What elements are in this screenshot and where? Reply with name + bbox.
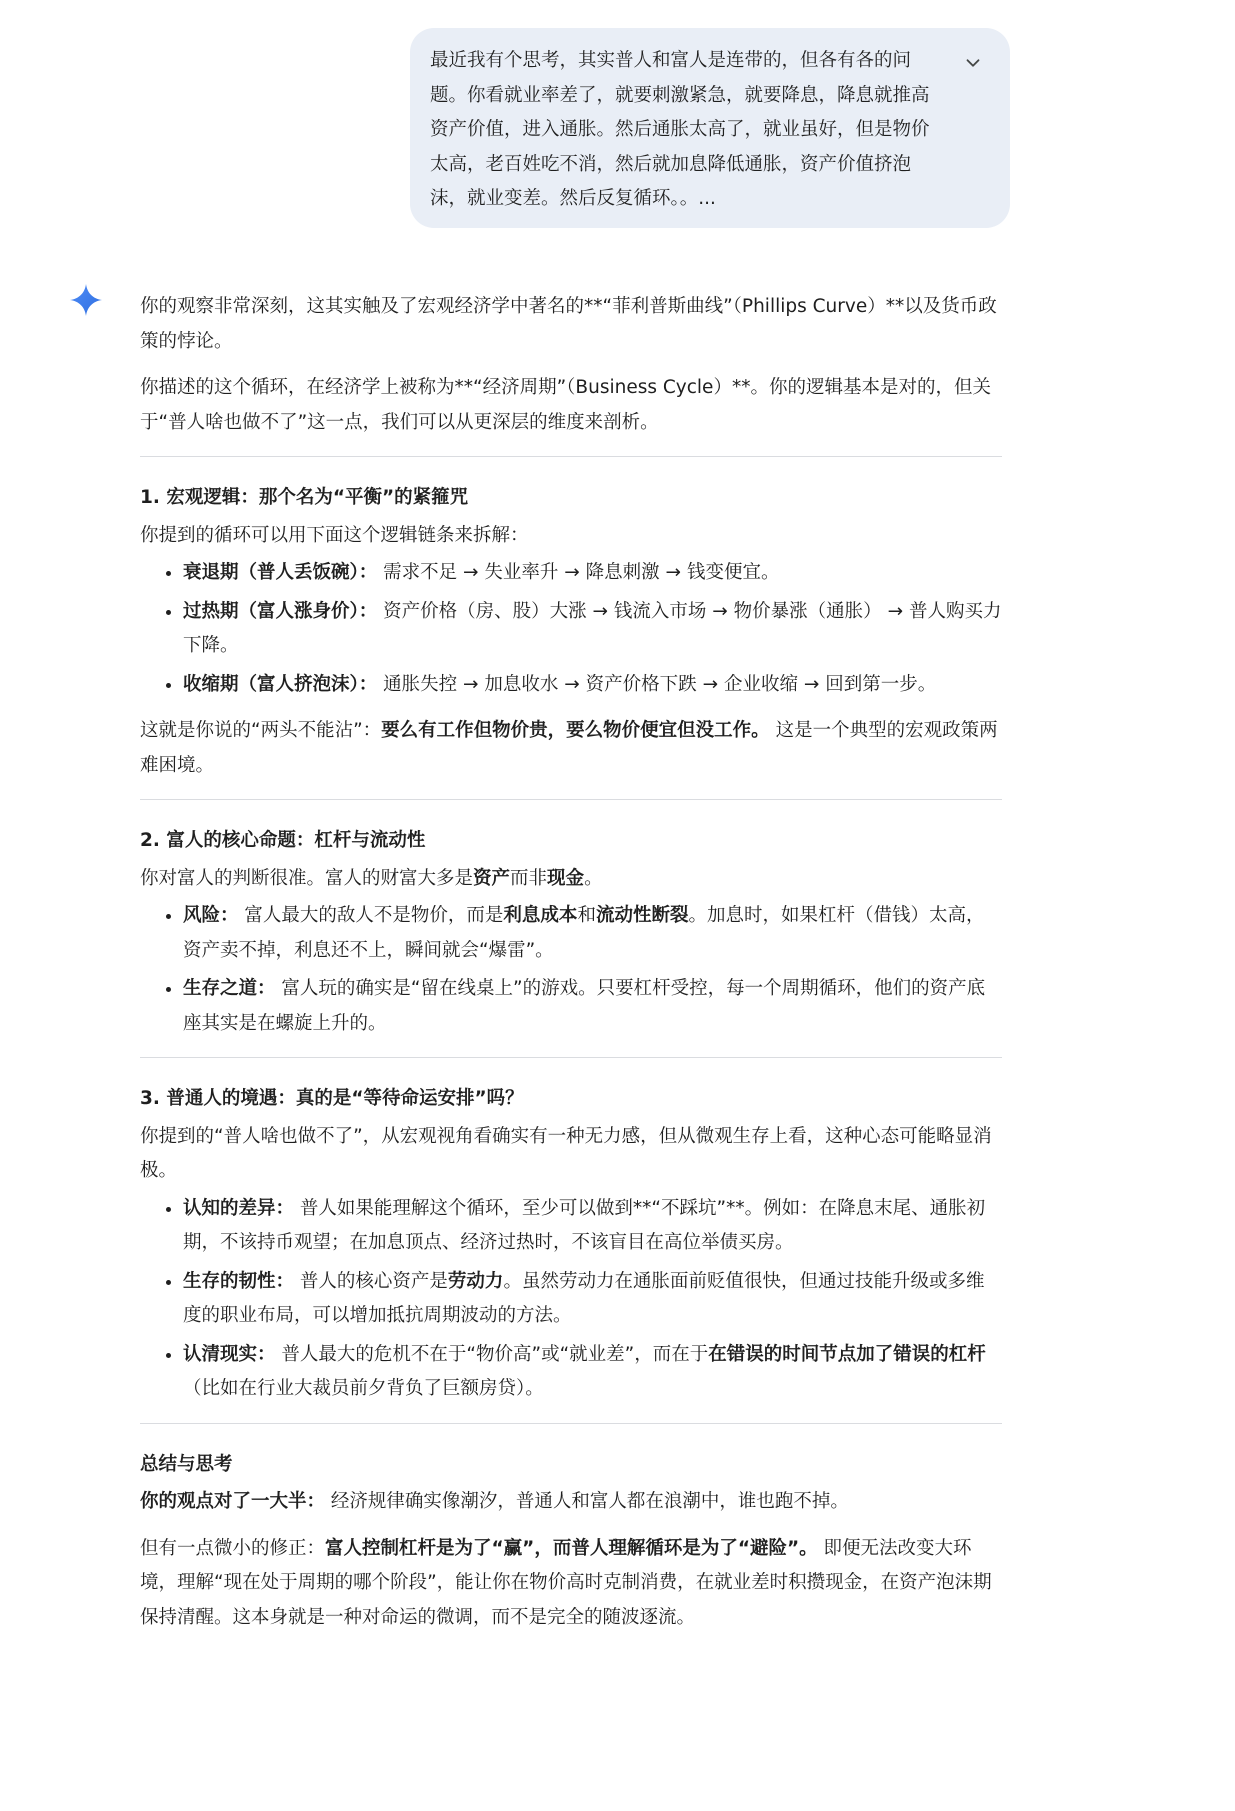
conclusion-heading: 总结与思考 xyxy=(140,1453,233,1475)
bullet-text: 富人玩的确实是“留在线桌上”的游戏。只要杠杆受控，每一个周期循环，他们的资产底座其实是在螺旋上升的。 xyxy=(183,978,986,1034)
section1-lead: 你提到的循环可以用下面这个逻辑链条来拆解： xyxy=(140,524,529,546)
gemini-sparkle-icon xyxy=(70,284,102,316)
lead-emphasis: 现金 xyxy=(547,867,585,889)
section1-list xyxy=(140,556,1002,702)
bullet-label: 风险： xyxy=(183,905,239,926)
bullet-text: 资产价格（房、股）大涨 → 钱流入市场 → 物价暴涨（通胀） → 普人购买力下降。 xyxy=(183,600,1002,656)
section1-heading: 1. 宏观逻辑：那个名为“平衡”的紧箍咒 xyxy=(140,487,469,508)
bullet-label: 认知的差异： xyxy=(183,1197,295,1219)
section2-heading: 2. 富人的核心命题：杠杆与流动性 xyxy=(140,830,426,851)
section2-list xyxy=(140,899,1002,1041)
conclusion-text: 但有一点微小的修正： xyxy=(140,1537,326,1559)
response-body xyxy=(140,290,1002,1635)
list-item xyxy=(183,972,1002,1041)
conclusion-paragraph-1 xyxy=(140,1485,1002,1520)
conclusion-text: 经济规律确实像潮汐，普通人和富人都在浪潮中，谁也跑不掉。 xyxy=(330,1491,849,1512)
bullet-text: （比如在行业大裁员前夕背负了巨额房贷）。 xyxy=(183,1378,544,1399)
divider xyxy=(140,1423,1002,1424)
conclusion-paragraph-2 xyxy=(140,1532,1002,1636)
bullet-label: 生存之道： xyxy=(183,978,276,999)
list-item xyxy=(183,1338,1002,1407)
conclusion-emphasis: 你的观点对了一大半： xyxy=(140,1491,326,1512)
lead-text: 而非 xyxy=(510,867,548,889)
intro-paragraph-1: 你的观察非常深刻，这其实触及了宏观经济学中著名的**“菲利普斯曲线”（Phillips Curve）**以及货币政策的悖论。 xyxy=(140,296,997,352)
summary-emphasis: 要么有工作但物价贵，要么物价便宜但没工作。 xyxy=(381,720,770,741)
bullet-text: 。加息时，如果杠杆（借钱）太高，资产卖不掉，利息还不上，瞬间就会“爆雷”。 xyxy=(183,905,985,961)
bullet-text: 富人最大的敌人不是物价，而是 xyxy=(244,905,504,926)
bullet-emphasis: 流动性断裂 xyxy=(595,905,689,926)
section3-list xyxy=(140,1192,1002,1407)
divider xyxy=(140,799,1002,800)
list-item xyxy=(183,1265,1002,1334)
divider xyxy=(140,1057,1002,1058)
conclusion-text: 即便无法改变大环境，理解“现在处于周期的哪个阶段”，能让你在物价高时克制消费，在就业差时积攒现金，在资产泡沫期保持清醒。这本身就是一种对命运的微调，而不是完全的随波逐流。 xyxy=(140,1537,992,1628)
section3-heading: 3. 普通人的境遇：真的是“等待命运安排”吗？ xyxy=(140,1088,524,1109)
conclusion-emphasis: 富人控制杠杆是为了“赢”，而普人理解循环是为了“避险”。 xyxy=(325,1537,818,1559)
lead-text: 你对富人的判断很准。富人的财富大多是 xyxy=(140,867,474,889)
bullet-text: 需求不足 → 失业率升 → 降息刺激 → 钱变便宜。 xyxy=(383,562,780,583)
chevron-down-icon[interactable] xyxy=(962,52,984,74)
bullet-emphasis: 在错误的时间节点加了错误的杠杆 xyxy=(708,1343,986,1365)
summary-text: 这就是你说的“两头不能沾”： xyxy=(140,720,382,741)
bullet-label: 过热期（富人涨身价）： xyxy=(183,600,378,622)
bullet-label: 认清现实： xyxy=(183,1343,276,1365)
list-item xyxy=(183,595,1002,664)
divider xyxy=(140,456,1002,457)
bullet-label: 收缩期（富人挤泡沫）： xyxy=(183,673,378,695)
bullet-label: 衰退期（普人丢饭碗）： xyxy=(183,562,378,583)
bullet-text: 和 xyxy=(577,905,596,926)
section1-summary xyxy=(140,714,1002,783)
bullet-text: 通胀失控 → 加息收水 → 资产价格下跌 → 企业收缩 → 回到第一步。 xyxy=(383,673,937,695)
bullet-text: 普人最大的危机不在于“物价高”或“就业差”，而在于 xyxy=(281,1343,709,1365)
list-item xyxy=(183,899,1002,968)
bullet-emphasis: 利息成本 xyxy=(503,905,578,926)
bullet-emphasis: 劳动力 xyxy=(447,1270,504,1292)
lead-text: 。 xyxy=(584,867,603,889)
lead-emphasis: 资产 xyxy=(473,867,511,889)
section3-lead: 你提到的“普人啥也做不了”，从宏观视角看确实有一种无力感，但从微观生存上看，这种心态可能略显消极。 xyxy=(140,1125,992,1181)
bullet-label: 生存的韧性： xyxy=(183,1270,295,1292)
bullet-text: 。虽然劳动力在通胀面前贬值很快，但通过技能升级或多维度的职业布局，可以增加抵抗周期波动的方法。 xyxy=(183,1270,985,1326)
list-item xyxy=(183,668,1002,703)
summary-text-end: 这是一个典型的宏观政策两难困境。 xyxy=(140,720,998,776)
user-message-bubble xyxy=(410,28,1010,228)
section2-lead xyxy=(140,862,1002,897)
bullet-text: 普人的核心资产是 xyxy=(299,1270,448,1292)
list-item xyxy=(183,1192,1002,1261)
intro-paragraph-2: 你描述的这个循环，在经济学上被称为**“经济周期”（Business Cycle）**。你的逻辑基本是对的，但关于“普人啥也做不了”这一点，我们可以从更深层的维度来剖析。 xyxy=(140,377,991,433)
bullet-text: 普人如果能理解这个循环，至少可以做到**“不踩坑”**。例如：在降息末尾、通胀初期，不该持币观望；在加息顶点、经济过热时，不该盲目在高位举债买房。 xyxy=(183,1197,986,1253)
user-message-text: 最近我有个思考，其实普人和富人是连带的，但各有各的问题。你看就业率差了，就要刺激紧急，就要降息，降息就推高资产价值，进入通胀。然后通胀太高了，就业虽好，但是物价太高，老百姓吃不消，然后就加息降低通胀，资产价值挤泡沫，就业变差。然后反复循环。。... xyxy=(430,50,930,209)
list-item xyxy=(183,556,1002,591)
